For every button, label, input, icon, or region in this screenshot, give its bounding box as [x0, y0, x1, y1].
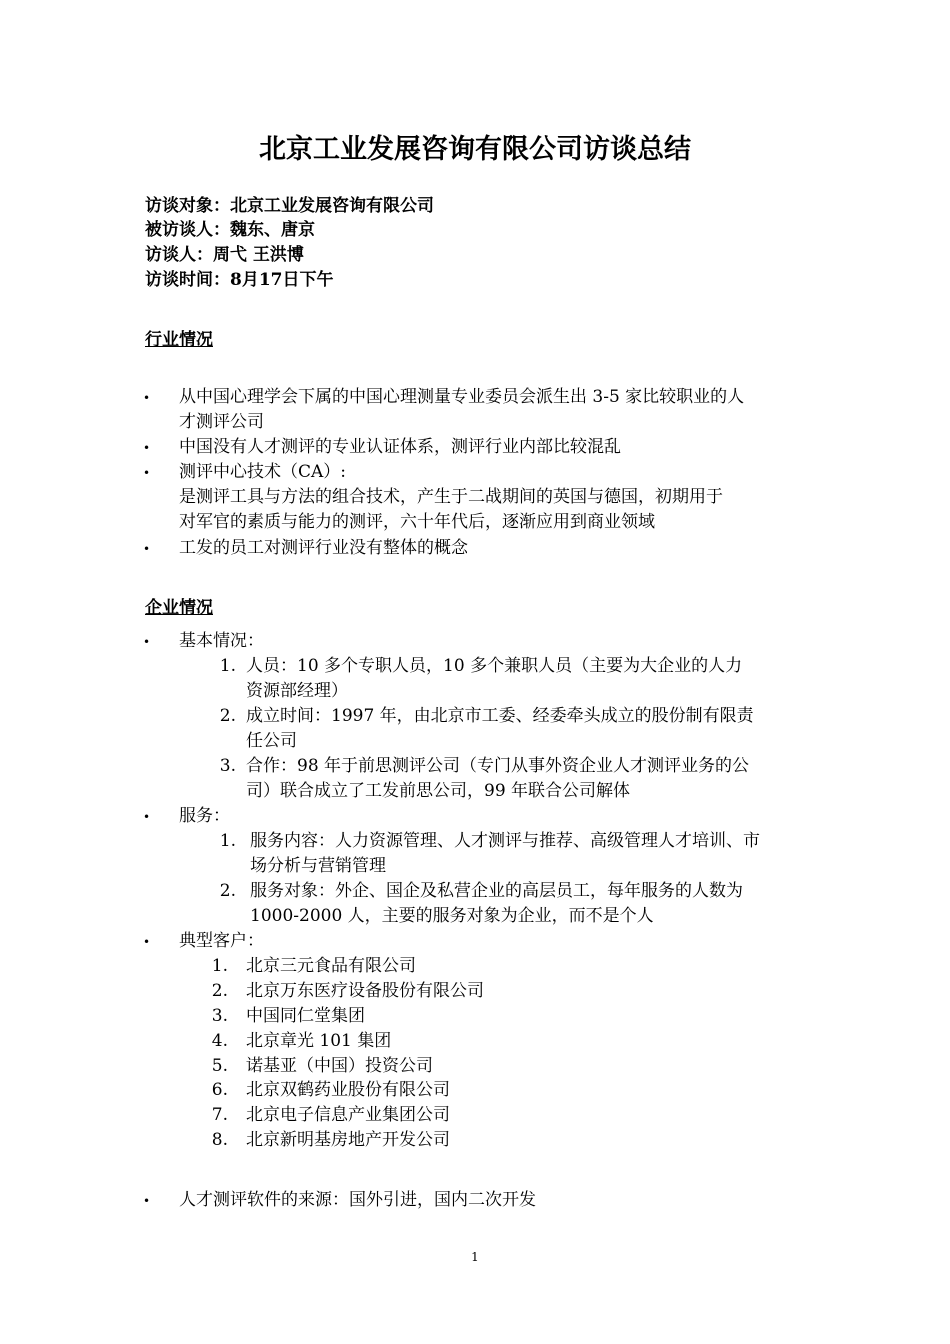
bullet-dot: •	[143, 441, 151, 455]
list-item-continuation: 才测评公司	[179, 412, 264, 432]
item-number: 3.	[219, 756, 236, 776]
bullet-dot: •	[143, 935, 151, 949]
client-item: 中国同仁堂集团	[246, 1006, 365, 1026]
basic-info-item-continuation: 任公司	[246, 731, 297, 751]
document-title: 北京工业发展咨询有限公司访谈总结	[259, 134, 691, 165]
interviewers: 访谈人：周弋 王洪博	[145, 245, 304, 265]
service-label: 服务：	[179, 806, 230, 826]
interview-target: 访谈对象：北京工业发展咨询有限公司	[145, 196, 434, 216]
page-number: 1	[471, 1250, 479, 1264]
bullet-dot: •	[143, 635, 151, 649]
interview-time: 访谈时间：8月17日下午	[145, 270, 334, 290]
client-item: 北京章光 101 集团	[246, 1031, 392, 1051]
service-item: 服务对象：外企、国企及私营企业的高层员工，每年服务的人数为	[250, 881, 743, 901]
software-source-item: 人才测评软件的来源：国外引进，国内二次开发	[179, 1190, 536, 1210]
service-item: 服务内容：人力资源管理、人才测评与推荐、高级管理人才培训、市	[250, 831, 760, 851]
bullet-dot: •	[143, 542, 151, 556]
client-item: 北京双鹤药业股份有限公司	[246, 1080, 450, 1100]
section-heading-industry: 行业情况	[145, 330, 213, 350]
clients-label: 典型客户：	[179, 931, 264, 951]
section-heading-company: 企业情况	[145, 598, 213, 618]
service-item-continuation: 场分析与营销管理	[250, 856, 386, 876]
interviewees: 被访谈人：魏东、唐京	[145, 220, 315, 240]
basic-info-item-continuation: 资源部经理）	[246, 681, 348, 701]
basic-info-item: 成立时间：1997 年，由北京市工委、经委牵头成立的股份制有限责	[246, 706, 754, 726]
bullet-dot: •	[143, 1194, 151, 1208]
service-item-continuation: 1000-2000 人，主要的服务对象为企业，而不是个人	[250, 906, 654, 926]
item-number: 7.	[211, 1105, 228, 1125]
item-number: 6.	[211, 1080, 228, 1100]
item-number: 1.	[211, 956, 228, 976]
item-number: 2.	[211, 981, 228, 1001]
bullet-dot: •	[143, 810, 151, 824]
item-number: 2.	[219, 706, 236, 726]
item-number: 5.	[211, 1056, 228, 1076]
item-number: 4.	[211, 1031, 228, 1051]
item-number: 8.	[211, 1130, 228, 1150]
list-item-continuation: 对军官的素质与能力的测评，六十年代后，逐渐应用到商业领域	[179, 512, 655, 532]
client-item: 北京电子信息产业集团公司	[246, 1105, 450, 1125]
list-item: 测评中心技术（CA）:	[179, 462, 347, 482]
list-item-continuation: 是测评工具与方法的组合技术，产生于二战期间的英国与德国，初期用于	[179, 487, 723, 507]
list-item: 从中国心理学会下属的中国心理测量专业委员会派生出 3-5 家比较职业的人	[179, 387, 745, 407]
client-item: 北京三元食品有限公司	[246, 956, 416, 976]
basic-info-item: 人员：10 多个专职人员，10 多个兼职人员（主要为大企业的人力	[246, 656, 743, 676]
item-number: 1.	[219, 656, 236, 676]
bullet-dot: •	[143, 391, 151, 405]
client-item: 诺基亚（中国）投资公司	[246, 1056, 433, 1076]
list-item: 工发的员工对测评行业没有整体的概念	[179, 538, 468, 558]
basic-info-item-continuation: 司）联合成立了工发前思公司，99 年联合公司解体	[246, 781, 631, 801]
basic-info-label: 基本情况：	[179, 631, 264, 651]
basic-info-item: 合作：98 年于前思测评公司（专门从事外资企业人才测评业务的公	[246, 756, 750, 776]
client-item: 北京万东医疗设备股份有限公司	[246, 981, 484, 1001]
client-item: 北京新明基房地产开发公司	[246, 1130, 450, 1150]
item-number: 3.	[211, 1006, 228, 1026]
item-number: 1.	[219, 831, 236, 851]
list-item: 中国没有人才测评的专业认证体系，测评行业内部比较混乱	[179, 437, 621, 457]
bullet-dot: •	[143, 466, 151, 480]
item-number: 2.	[219, 881, 236, 901]
